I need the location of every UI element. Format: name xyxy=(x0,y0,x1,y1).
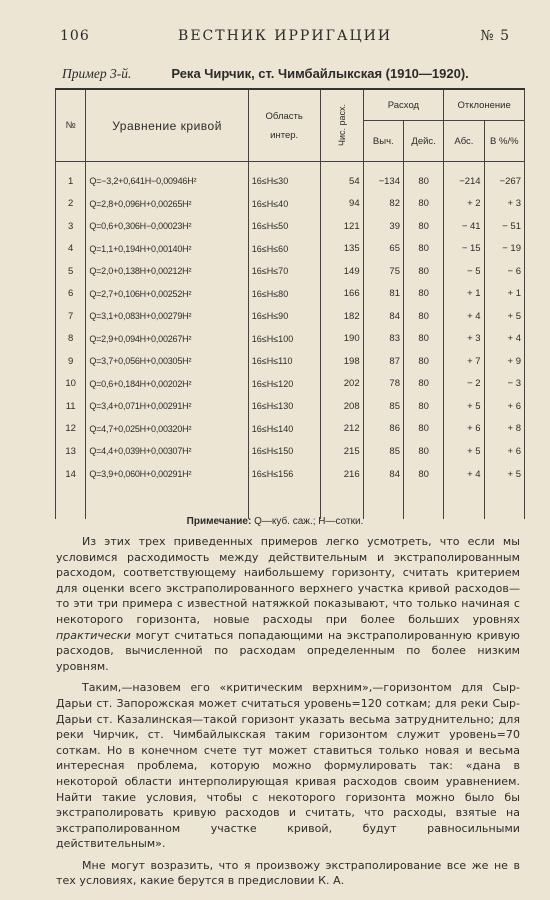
col-area-header-line1: Область xyxy=(265,110,303,122)
cell-num: 1 xyxy=(56,162,86,193)
paragraph xyxy=(56,858,520,889)
cell-num: 13 xyxy=(56,440,86,463)
cell-abs: + 4 xyxy=(444,305,484,328)
cell-count: 190 xyxy=(320,328,363,351)
table-row xyxy=(56,350,525,373)
cell-area: 16≤H≤70 xyxy=(248,260,320,283)
cell-equation: Q=4,7+0,025H+0,00320H² xyxy=(86,418,248,441)
cell-calc: 85 xyxy=(363,440,403,463)
cell-pct: + 8 xyxy=(484,418,524,441)
cell-pct: − 19 xyxy=(484,238,524,261)
rating-curve-table xyxy=(55,88,525,519)
cell-pct: − 6 xyxy=(484,260,524,283)
col-actual-header: Дейс. xyxy=(404,121,444,162)
cell-actual: 80 xyxy=(404,395,444,418)
table-row xyxy=(56,283,525,306)
cell-pct: + 6 xyxy=(484,440,524,463)
cell-num: 9 xyxy=(56,350,86,373)
col-pct-header: В %/% xyxy=(484,121,524,162)
cell-area: 16≤H≤40 xyxy=(248,193,320,216)
cell-count: 198 xyxy=(320,350,363,373)
cell-actual: 80 xyxy=(404,328,444,351)
cell-num: 14 xyxy=(56,463,86,519)
cell-count: 54 xyxy=(320,162,363,193)
col-equation-header: Уравнение кривой xyxy=(86,89,248,162)
cell-calc: 84 xyxy=(363,463,403,519)
cell-num: 7 xyxy=(56,305,86,328)
cell-pct: + 5 xyxy=(484,305,524,328)
cell-pct: −267 xyxy=(484,162,524,193)
col-abs-header: Абс. xyxy=(444,121,484,162)
cell-equation: Q=0,6+0,184H+0,00202H² xyxy=(86,373,248,396)
cell-pct: − 3 xyxy=(484,373,524,396)
cell-count: 202 xyxy=(320,373,363,396)
cell-abs: + 1 xyxy=(444,283,484,306)
cell-pct: + 4 xyxy=(484,328,524,351)
cell-pct: + 6 xyxy=(484,395,524,418)
body-text xyxy=(56,534,520,895)
cell-count: 166 xyxy=(320,283,363,306)
cell-count: 121 xyxy=(320,215,363,238)
cell-count: 94 xyxy=(320,193,363,216)
cell-area: 16≤H≤60 xyxy=(248,238,320,261)
cell-abs: + 6 xyxy=(444,418,484,441)
col-count-header-text: Чис. расх. xyxy=(336,103,347,147)
cell-num: 6 xyxy=(56,283,86,306)
cell-count: 182 xyxy=(320,305,363,328)
cell-calc: −134 xyxy=(363,162,403,193)
col-discharge-header: Расход xyxy=(363,89,444,121)
cell-pct: + 9 xyxy=(484,350,524,373)
example-title: Река Чирчик, ст. Чимбайлыкская (1910—1920). xyxy=(171,66,469,81)
cell-count: 212 xyxy=(320,418,363,441)
cell-calc: 84 xyxy=(363,305,403,328)
col-area-header-line2: интер. xyxy=(270,129,299,141)
cell-actual: 80 xyxy=(404,260,444,283)
cell-abs: − 2 xyxy=(444,373,484,396)
table-row xyxy=(56,373,525,396)
table-body xyxy=(56,162,525,519)
cell-area: 16≤H≤156 xyxy=(248,463,320,519)
cell-equation: Q=2,7+0,106H+0,00252H² xyxy=(86,283,248,306)
cell-calc: 39 xyxy=(363,215,403,238)
cell-count: 215 xyxy=(320,440,363,463)
table-row xyxy=(56,193,525,216)
cell-num: 8 xyxy=(56,328,86,351)
cell-equation: Q=2,0+0,138H+0,00212H² xyxy=(86,260,248,283)
cell-equation: Q=3,9+0,060H+0,00291H² xyxy=(86,463,248,519)
cell-num: 12 xyxy=(56,418,86,441)
issue-number: № 5 xyxy=(480,28,510,44)
cell-num: 2 xyxy=(56,193,86,216)
cell-area: 16≤H≤140 xyxy=(248,418,320,441)
table-row xyxy=(56,260,525,283)
table-row xyxy=(56,328,525,351)
cell-area: 16≤H≤80 xyxy=(248,283,320,306)
cell-area: 16≤H≤110 xyxy=(248,350,320,373)
cell-pct: + 1 xyxy=(484,283,524,306)
cell-equation: Q=2,8+0,096H+0,00265H² xyxy=(86,193,248,216)
cell-actual: 80 xyxy=(404,350,444,373)
cell-area: 16≤H≤50 xyxy=(248,215,320,238)
paragraph-text: Таким,—назовем его «критическим верхним»,—горизонтом для Сыр-Дарьи ст. Запорожская может считаться уровень=120 соткам; для реки Сыр-Дарьи ст. Казалинская—такой горизонт указать весьма затруднительно; для реки Чирчик, ст. Чимбайлыкская таким горизонтом служит уровень=70 соткам. Но в конечном счете тут может ставиться только новая и весьма интересная проблема, которую можно формулировать так: «дана в некоторой области интерполирующая кривая расходов своим уравнением. Найти такие условия, чтобы с некоторого горизонта можно было бы экстраполировать кривую расходов и считать, что расходы, взятые на экстраполированном участке кривой, будут равносильными действительным». xyxy=(56,681,520,851)
cell-equation: Q=−3,2+0,641H−0,00946H² xyxy=(86,162,248,193)
table-row xyxy=(56,395,525,418)
cell-num: 4 xyxy=(56,238,86,261)
paragraph-text: могут считаться попадающими на экстраполированную кривую расходов, вычисленной по расходам определенным по более низким уровням. xyxy=(56,628,520,673)
table-row xyxy=(56,305,525,328)
cell-actual: 80 xyxy=(404,418,444,441)
cell-calc: 65 xyxy=(363,238,403,261)
cell-abs: − 15 xyxy=(444,238,484,261)
cell-area: 16≤H≤130 xyxy=(248,395,320,418)
cell-num: 10 xyxy=(56,373,86,396)
cell-calc: 83 xyxy=(363,328,403,351)
paragraph xyxy=(56,534,520,674)
cell-area: 16≤H≤120 xyxy=(248,373,320,396)
cell-calc: 81 xyxy=(363,283,403,306)
paragraph-text: Из этих трех приведенных примеров легко усмотреть, что если мы условимся расходимость между действительным и экстраполированным расходом, соответствующему наибольшему горизонту, считать критерием для оценки всего экстраполированного верхнего участка кривой расходов—то эти три примера с известной натяжкой показывают, что только начиная с некоторого горизонта, новые расходы при более больших уровнях xyxy=(56,535,520,626)
cell-abs: + 5 xyxy=(444,395,484,418)
cell-abs: + 5 xyxy=(444,440,484,463)
note-label: Примечание: xyxy=(186,516,252,527)
page-number: 106 xyxy=(60,28,90,44)
cell-equation: Q=1,1+0,194H+0,00140H² xyxy=(86,238,248,261)
cell-actual: 80 xyxy=(404,373,444,396)
cell-abs: − 41 xyxy=(444,215,484,238)
cell-equation: Q=3,1+0,083H+0,00279H² xyxy=(86,305,248,328)
cell-pct: − 51 xyxy=(484,215,524,238)
cell-num: 3 xyxy=(56,215,86,238)
cell-actual: 80 xyxy=(404,463,444,519)
table-row xyxy=(56,238,525,261)
cell-equation: Q=3,7+0,056H+0,00305H² xyxy=(86,350,248,373)
cell-area: 16≤H≤100 xyxy=(248,328,320,351)
journal-title: ВЕСТНИК ИРРИГАЦИИ xyxy=(178,28,393,44)
cell-calc: 86 xyxy=(363,418,403,441)
cell-pct: + 3 xyxy=(484,193,524,216)
cell-count: 135 xyxy=(320,238,363,261)
paragraph-text: Мне могут возразить, что я произвожу экстраполирование все же не в тех условиях, какие берутся в предисловии К. А. xyxy=(56,858,520,888)
cell-abs: + 3 xyxy=(444,328,484,351)
cell-actual: 80 xyxy=(404,215,444,238)
running-head xyxy=(60,26,510,46)
cell-count: 149 xyxy=(320,260,363,283)
cell-abs: + 2 xyxy=(444,193,484,216)
example-label: Пример 3-й. xyxy=(62,66,132,81)
col-area-header xyxy=(248,89,320,162)
cell-calc: 78 xyxy=(363,373,403,396)
table-row xyxy=(56,162,525,193)
cell-area: 16≤H≤30 xyxy=(248,162,320,193)
cell-area: 16≤H≤90 xyxy=(248,305,320,328)
cell-actual: 80 xyxy=(404,305,444,328)
cell-abs: + 4 xyxy=(444,463,484,519)
table-row xyxy=(56,418,525,441)
cell-equation: Q=2,9+0,094H+0,00267H² xyxy=(86,328,248,351)
cell-count: 216 xyxy=(320,463,363,519)
cell-pct: + 5 xyxy=(484,463,524,519)
cell-actual: 80 xyxy=(404,440,444,463)
cell-actual: 80 xyxy=(404,238,444,261)
cell-actual: 80 xyxy=(404,193,444,216)
col-deviation-header: Отклонение xyxy=(444,89,525,121)
cell-equation: Q=3,4+0,071H+0,00291H² xyxy=(86,395,248,418)
table-row xyxy=(56,440,525,463)
cell-calc: 87 xyxy=(363,350,403,373)
col-count-header xyxy=(320,89,363,162)
note-text: Q—куб. саж.; H—сотки. xyxy=(254,516,364,527)
col-calc-header: Выч. xyxy=(363,121,403,162)
cell-equation: Q=4,4+0,039H+0,00307H² xyxy=(86,440,248,463)
cell-actual: 80 xyxy=(404,283,444,306)
cell-count: 208 xyxy=(320,395,363,418)
cell-num: 11 xyxy=(56,395,86,418)
cell-num: 5 xyxy=(56,260,86,283)
paragraph xyxy=(56,680,520,852)
table-row xyxy=(56,215,525,238)
cell-abs: + 7 xyxy=(444,350,484,373)
col-num-header: № xyxy=(56,89,86,162)
cell-calc: 85 xyxy=(363,395,403,418)
table-note xyxy=(0,516,550,527)
cell-equation: Q=0,6+0,306H−0,00023H² xyxy=(86,215,248,238)
cell-abs: −214 xyxy=(444,162,484,193)
table-row xyxy=(56,463,525,519)
cell-calc: 82 xyxy=(363,193,403,216)
example-heading xyxy=(62,66,514,82)
cell-area: 16≤H≤150 xyxy=(248,440,320,463)
cell-actual: 80 xyxy=(404,162,444,193)
cell-calc: 75 xyxy=(363,260,403,283)
cell-abs: − 5 xyxy=(444,260,484,283)
emphasis: практически xyxy=(56,628,131,642)
